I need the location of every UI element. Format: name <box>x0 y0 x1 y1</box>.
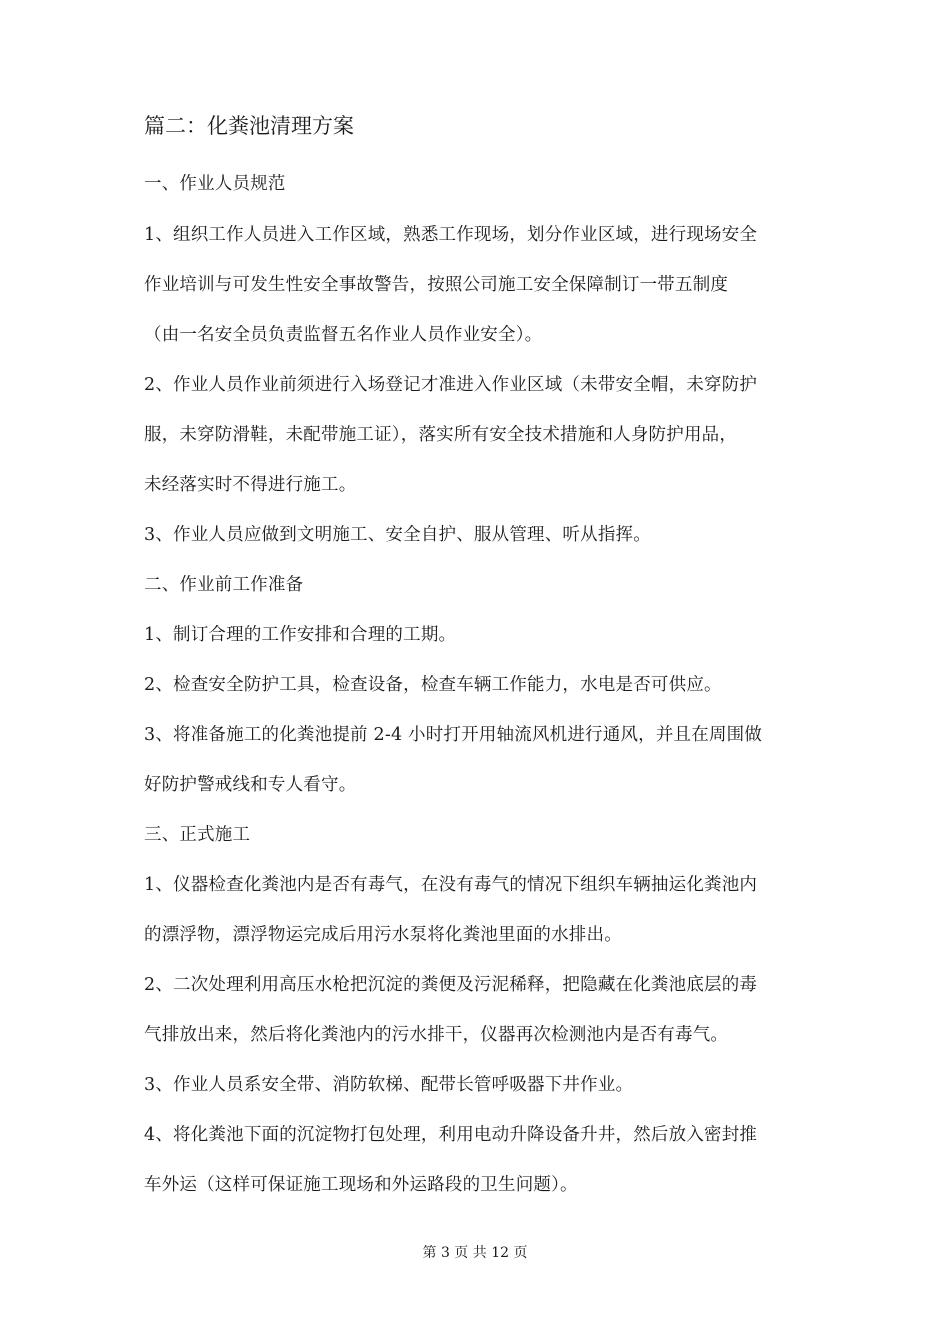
paragraph-line: 作业培训与可发生性安全事故警告，按照公司施工安全保障制订一带五制度 <box>144 275 729 295</box>
paragraph-line: 1、仪器检查化粪池内是否有毒气，在没有毒气的情况下组织车辆抽运化粪池内 <box>144 875 758 895</box>
paragraph-line: 3、作业人员系安全带、消防软梯、配带长管呼吸器下井作业。 <box>144 1075 634 1095</box>
section-heading-3: 三、正式施工 <box>144 825 251 845</box>
paragraph-line: 服，未穿防滑鞋，未配带施工证），落实所有安全技术措施和人身防护用品， <box>144 425 738 445</box>
section-heading-1: 一、作业人员规范 <box>144 174 286 194</box>
paragraph-line: 的漂浮物，漂浮物运完成后用污水泵将化粪池里面的水排出。 <box>144 925 622 945</box>
paragraph-line: 好防护警戒线和专人看守。 <box>144 775 357 795</box>
paragraph-line: 3、作业人员应做到文明施工、安全自护、服从管理、听从指挥。 <box>144 525 651 545</box>
paragraph-line: 2、二次处理利用高压水枪把沉淀的粪便及污泥稀释，把隐藏在化粪池底层的毒 <box>144 975 758 995</box>
paragraph-line: 车外运（这样可保证施工现场和外运路段的卫生问题）。 <box>144 1175 578 1195</box>
paragraph-line: 4、将化粪池下面的沉淀物打包处理，利用电动升降设备升井，然后放入密封推 <box>144 1125 758 1145</box>
section-heading-2: 二、作业前工作准备 <box>144 575 304 595</box>
document-title: 篇二：化粪池清理方案 <box>144 114 354 138</box>
paragraph-line: 2、检查安全防护工具，检查设备，检查车辆工作能力，水电是否可供应。 <box>144 675 722 695</box>
paragraph-line: 未经落实时不得进行施工。 <box>144 475 357 495</box>
paragraph-line: 2、作业人员作业前须进行入场登记才准进入作业区域（未带安全帽，未穿防护 <box>144 375 758 395</box>
paragraph-line: 3、将准备施工的化粪池提前 2-4 小时打开用轴流风机进行通风，并且在周围做 <box>144 725 763 745</box>
paragraph-line: （由一名安全员负责监督五名作业人员作业安全）。 <box>144 325 543 345</box>
paragraph-line: 气排放出来，然后将化粪池内的污水排干，仪器再次检测池内是否有毒气。 <box>144 1025 729 1045</box>
page-number-footer: 第 3 页 共 12 页 <box>422 1245 528 1261</box>
paragraph-line: 1、制订合理的工作安排和合理的工期。 <box>144 625 457 645</box>
paragraph-line: 1、组织工作人员进入工作区域，熟悉工作现场，划分作业区域，进行现场安全 <box>144 225 758 245</box>
